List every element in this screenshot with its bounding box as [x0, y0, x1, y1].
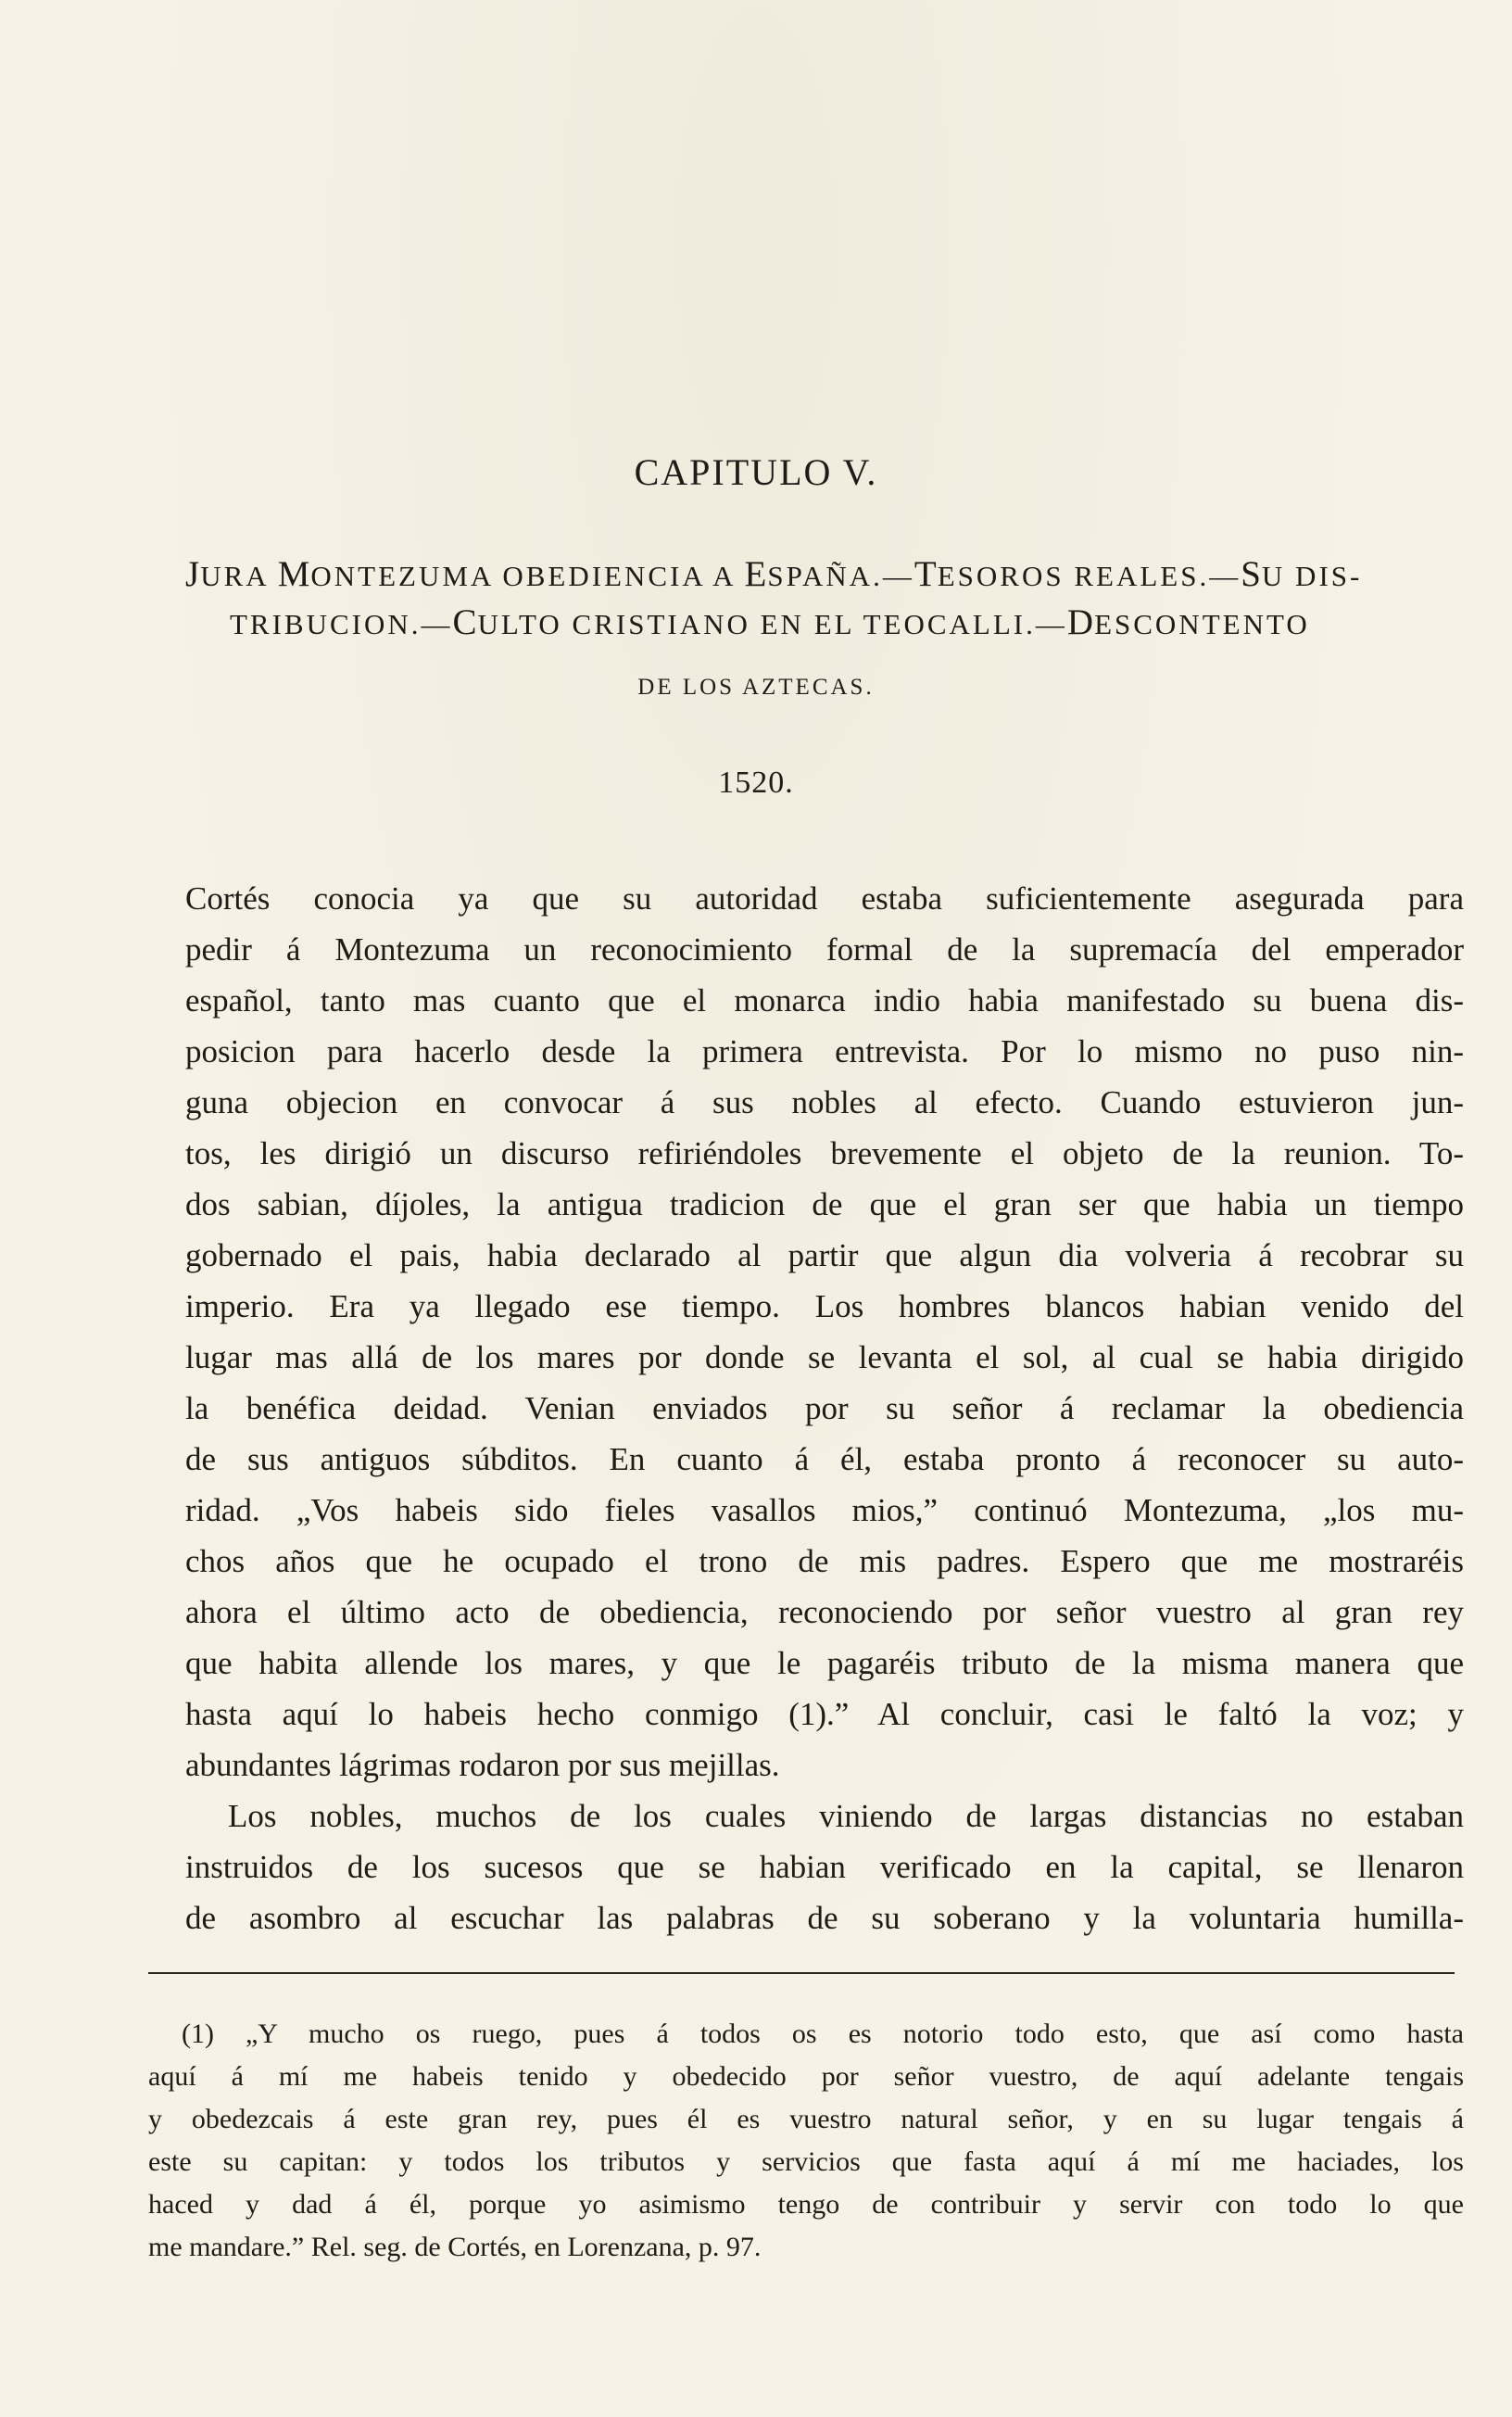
chapter-year: 1520.	[718, 766, 794, 800]
footnote-line: haced y dad á él, porque yo asimismo tengo de contribuir y servir con todo lo que	[148, 2189, 1464, 2220]
body-line: imperio. Era ya llegado ese tiempo. Los hombres blancos habian venido del	[185, 1288, 1464, 1324]
body-line: guna objecion en convocar á sus nobles al efecto. Cuando estuvieron jun-	[185, 1084, 1464, 1120]
summary-initial: C	[452, 602, 478, 642]
body-line: dos sabian, díjoles, la antigua tradicion de que el gran ser que habia un tiempo	[185, 1186, 1464, 1222]
summary-text: ESOROS REALES.—	[937, 560, 1241, 592]
footnote-line: este su capitan: y todos los tributos y servicios que fasta aquí á mí me haciades, los	[148, 2146, 1464, 2177]
body-line: gobernado el pais, habia declarado al partir que algun dia volveria á recobrar su	[185, 1237, 1464, 1273]
summary-text: ONTEZUMA OBEDIENCIA A	[310, 560, 745, 592]
body-line: pedir á Montezuma un reconocimiento formal de la supremacía del emperador	[185, 931, 1464, 968]
summary-text: TRIBUCION.—	[230, 608, 453, 640]
body-line: instruidos de los sucesos que se habian verificado en la capital, se llenaron	[185, 1849, 1464, 1885]
summary-text: U DIS-	[1261, 560, 1363, 592]
body-line: de asombro al escuchar las palabras de su soberano y la voluntaria humilla-	[185, 1900, 1464, 1936]
footnote-line: y obedezcais á este gran rey, pues él es vuestro natural señor, y en su lugar tengais á	[148, 2104, 1464, 2134]
summary-initial: M	[277, 554, 311, 594]
body-line: tos, les dirigió un discurso refiriéndoles brevemente el objeto de la reunion. To-	[185, 1135, 1464, 1171]
summary-initial: S	[1241, 554, 1262, 594]
chapter-summary-line-3: DE LOS AZTECAS.	[637, 675, 875, 700]
body-line: chos años que he ocupado el trono de mis padres. Espero que me mostraréis	[185, 1543, 1464, 1579]
summary-initial: T	[914, 554, 938, 594]
body-line: la benéfica deidad. Venian enviados por su señor á reclamar la obediencia	[185, 1390, 1464, 1426]
chapter-title: CAPITULO V.	[634, 451, 878, 493]
summary-text: ULTO CRISTIANO EN EL TEOCALLI.—	[477, 608, 1067, 640]
body-line: Los nobles, muchos de los cuales viniendo de largas distancias no estaban	[228, 1798, 1464, 1834]
body-line: hasta aquí lo habeis hecho conmigo (1).” Al concluir, casi le faltó la voz; y	[185, 1696, 1464, 1732]
summary-text: ESCONTENTO	[1094, 608, 1310, 640]
chapter-summary-line-2	[230, 604, 1512, 643]
body-line: que habita allende los mares, y que le pagaréis tributo de la misma manera que	[185, 1645, 1464, 1681]
summary-text: SPAÑA.—	[767, 560, 914, 592]
summary-text: URA	[200, 560, 278, 592]
body-line: español, tanto mas cuanto que el monarca indio habia manifestado su buena dis-	[185, 982, 1464, 1019]
body-line: posicion para hacerlo desde la primera entrevista. Por lo mismo no puso nin-	[185, 1033, 1464, 1069]
body-line: ahora el último acto de obediencia, reconociendo por señor vuestro al gran rey	[185, 1594, 1464, 1630]
footnote-line: aquí á mí me habeis tenido y obedecido por señor vuestro, de aquí adelante tengais	[148, 2061, 1464, 2092]
footnote-line: (1) „Y mucho os ruego, pues á todos os es notorio todo esto, que así como hasta	[182, 2018, 1464, 2049]
body-line: ridad. „Vos habeis sido fieles vasallos mios,” continuó Montezuma, „los mu-	[185, 1492, 1464, 1528]
body-line: lugar mas allá de los mares por donde se levanta el sol, al cual se habia dirigido	[185, 1339, 1464, 1375]
footnote-line: me mandare.” Rel. seg. de Cortés, en Lorenzana, p. 97.	[148, 2232, 762, 2262]
chapter-summary-line-1	[185, 556, 1482, 595]
body-line: abundantes lágrimas rodaron por sus mejillas.	[185, 1747, 780, 1783]
summary-initial: D	[1066, 602, 1095, 642]
footnote-divider	[148, 1972, 1455, 1974]
summary-initial: E	[744, 554, 768, 594]
body-line: de sus antiguos súbditos. En cuanto á él, estaba pronto á reconocer su auto-	[185, 1441, 1464, 1477]
body-line: Cortés conocia ya que su autoridad estaba suficientemente asegurada para	[185, 880, 1464, 917]
summary-initial: J	[185, 554, 201, 594]
